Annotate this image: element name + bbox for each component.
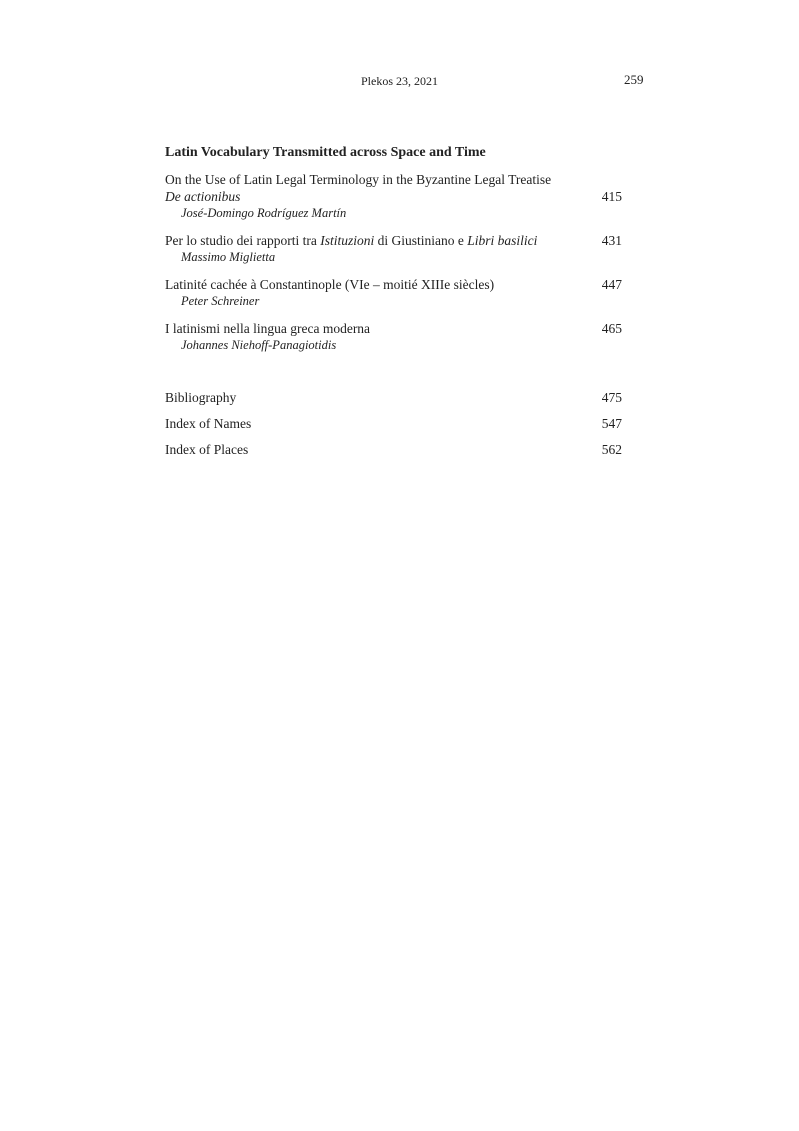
entry-title: I latinismi nella lingua greca moderna: [165, 321, 371, 336]
entry-page: 475: [601, 390, 622, 405]
entry-page: 431: [601, 233, 622, 248]
entry-title: Bibliography: [165, 390, 237, 405]
entry-title: On the Use of Latin Legal Terminology in the Byzantine Legal Treatise: [165, 172, 552, 187]
section-heading: Latin Vocabulary Transmitted across Space and Time: [165, 145, 486, 160]
entry-page: 415: [601, 189, 622, 204]
page-number: 259: [624, 72, 644, 87]
title-part-italic: Istituzioni: [320, 233, 375, 248]
entry-title-italic: [165, 188, 240, 205]
entry-author: Johannes Niehoff-Panagiotidis: [181, 338, 337, 352]
entry-author: Peter Schreiner: [181, 294, 260, 308]
entry-page: 562: [601, 442, 622, 457]
entry-title: Index of Names: [165, 416, 252, 431]
entry-title: [165, 232, 537, 249]
title-part: di Giustiniano e: [374, 233, 468, 248]
entry-title-italic-text: De actionibus: [165, 189, 241, 204]
title-part-italic: Libri basilici: [467, 233, 538, 248]
entry-page: 465: [601, 321, 622, 336]
entry-page: 547: [601, 416, 622, 431]
title-part: Per lo studio dei rapporti tra: [165, 233, 321, 248]
entry-author: Massimo Miglietta: [181, 250, 276, 264]
entry-title: Latinité cachée à Constantinople (VIe – moitié XIIIe siècles): [165, 277, 495, 292]
entry-author: José-Domingo Rodríguez Martín: [181, 206, 347, 220]
running-header: Plekos 23, 2021: [360, 74, 438, 88]
entry-page: 447: [601, 277, 622, 292]
entry-title: Index of Places: [165, 442, 249, 457]
